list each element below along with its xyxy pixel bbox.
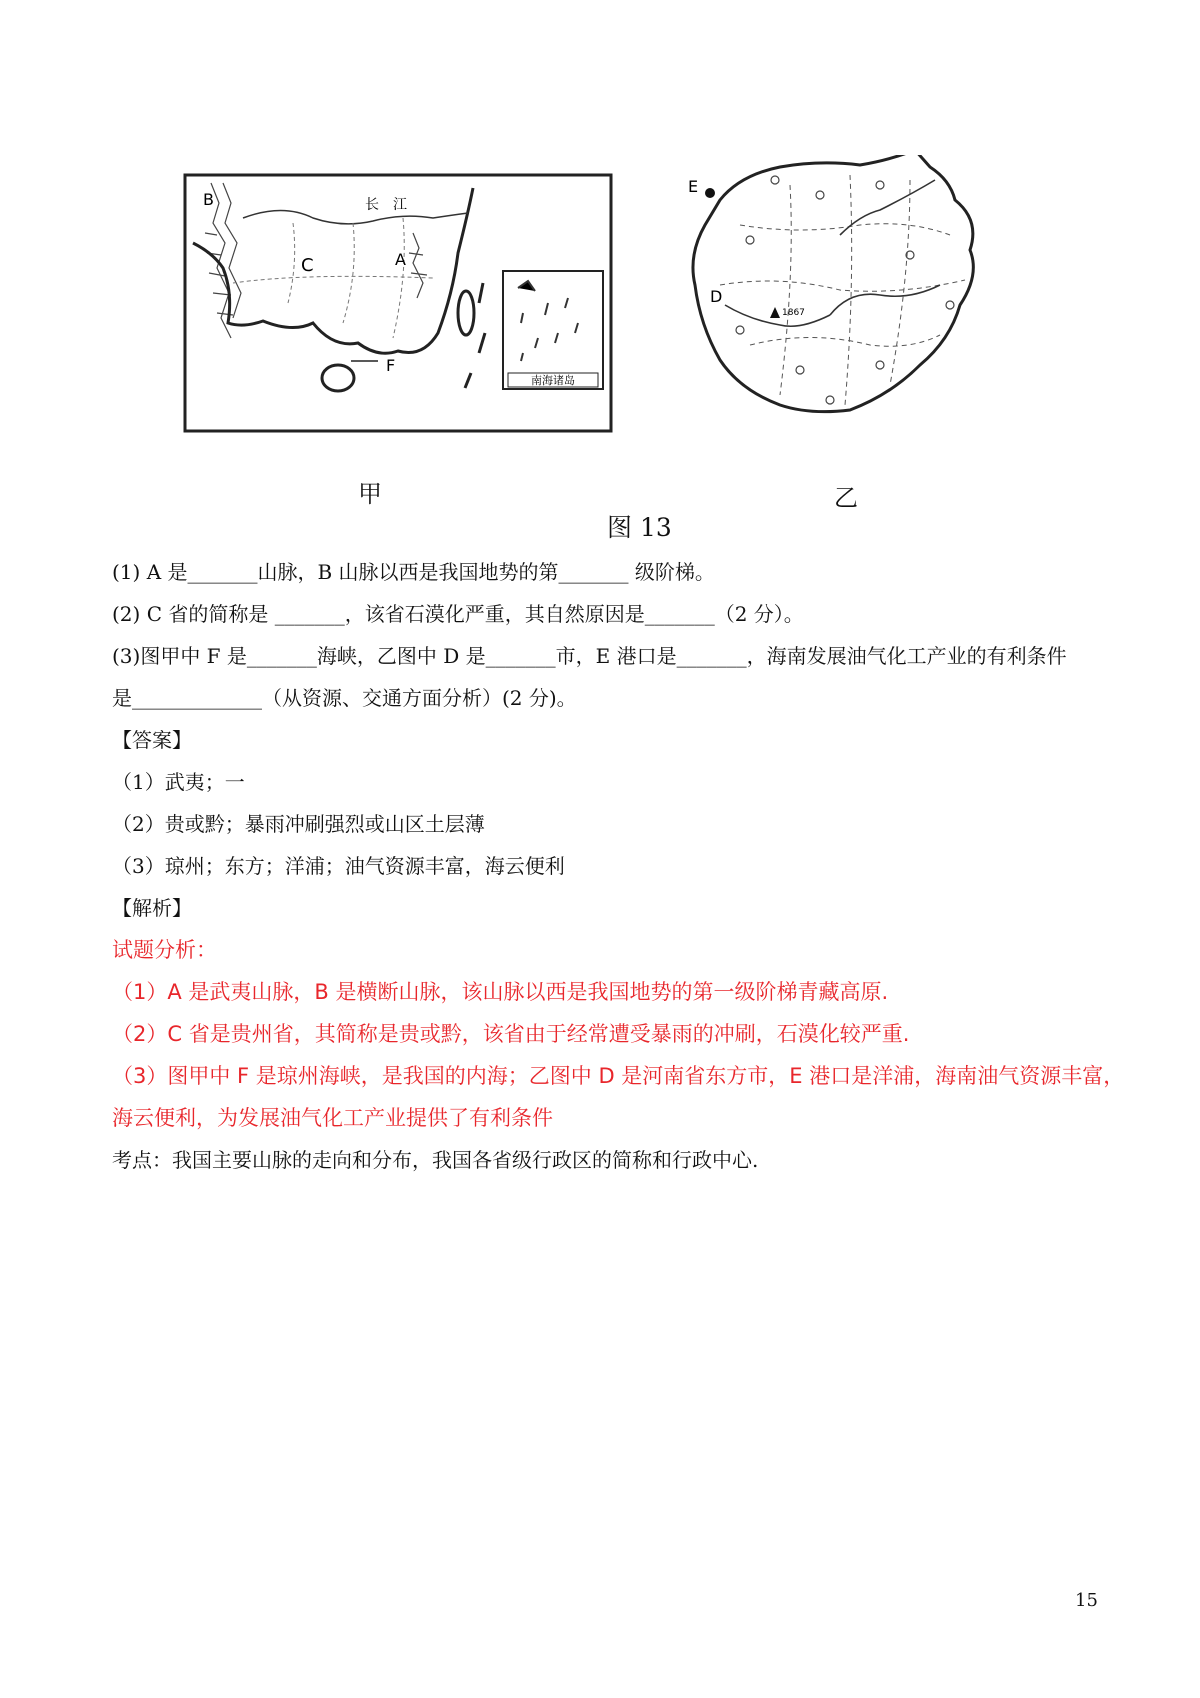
label-d: D xyxy=(710,287,723,306)
question-2: (2) C 省的简称是 _______，该省石漠化严重，其自然原因是_______（2 分）。 xyxy=(112,602,804,626)
answer-line-1: （1）武夷；一 xyxy=(112,770,245,794)
analysis-title: 试题分析： xyxy=(112,938,217,962)
inset-frame xyxy=(503,271,603,389)
label-peak: 1867 xyxy=(782,308,805,318)
analysis-line-2: （2）C 省是贵州省，其简称是贵或黔，该省由于经常遭受暴雨的冲刷，石漠化较严重. xyxy=(112,1022,910,1046)
label-e: E xyxy=(688,177,699,196)
question-3-cont: 是_____________（从资源、交通方面分析）(2 分)。 xyxy=(112,686,577,710)
caption-yi: 乙 xyxy=(834,484,858,512)
label-c: C xyxy=(301,255,314,276)
map-jia xyxy=(183,173,613,433)
label-chang: 长 xyxy=(365,197,379,213)
question-3: (3)图甲中 F 是_______海峡，乙图中 D 是_______市，E 港口是_______，海南发展油气化工产业的有利条件 xyxy=(112,644,1067,668)
figure-caption: 图 13 xyxy=(607,513,672,542)
label-jiang: 江 xyxy=(393,197,407,213)
analysis-line-4: 海云便利，为发展油气化工产业提供了有利条件 xyxy=(112,1106,553,1130)
answer-heading: 【答案】 xyxy=(112,728,192,752)
hainan-outline xyxy=(693,155,973,412)
answer-line-3: （3）琼州；东方；洋浦；油气资源丰富，海云便利 xyxy=(112,854,565,878)
analysis-heading: 【解析】 xyxy=(112,896,192,920)
kaodian: 考点：我国主要山脉的走向和分布，我国各省级行政区的简称和行政中心. xyxy=(112,1148,759,1172)
caption-jia: 甲 xyxy=(358,480,382,508)
analysis-line-1: （1）A 是武夷山脉，B 是横断山脉，该山脉以西是我国地势的第一级阶梯青藏高原. xyxy=(112,980,889,1004)
page-number: 15 xyxy=(1075,1590,1098,1611)
label-a: A xyxy=(395,250,406,269)
label-b: B xyxy=(203,190,214,209)
taiwan-island xyxy=(458,291,474,335)
map-yi xyxy=(680,155,1040,455)
hainan-island xyxy=(322,365,354,391)
question-1: (1) A 是_______山脉，B 山脉以西是我国地势的第_______ 级阶梯。 xyxy=(112,560,715,584)
answer-line-2: （2）贵或黔；暴雨冲刷强烈或山区土层薄 xyxy=(112,812,485,836)
port-e-marker xyxy=(705,188,715,198)
inset-label: 南海诸岛 xyxy=(531,374,575,387)
analysis-line-3: （3）图甲中 F 是琼州海峡，是我国的内海；乙图中 D 是河南省东方市，E 港口是洋浦，海南油气资源丰富， xyxy=(112,1064,1125,1088)
label-f: F xyxy=(386,356,396,375)
